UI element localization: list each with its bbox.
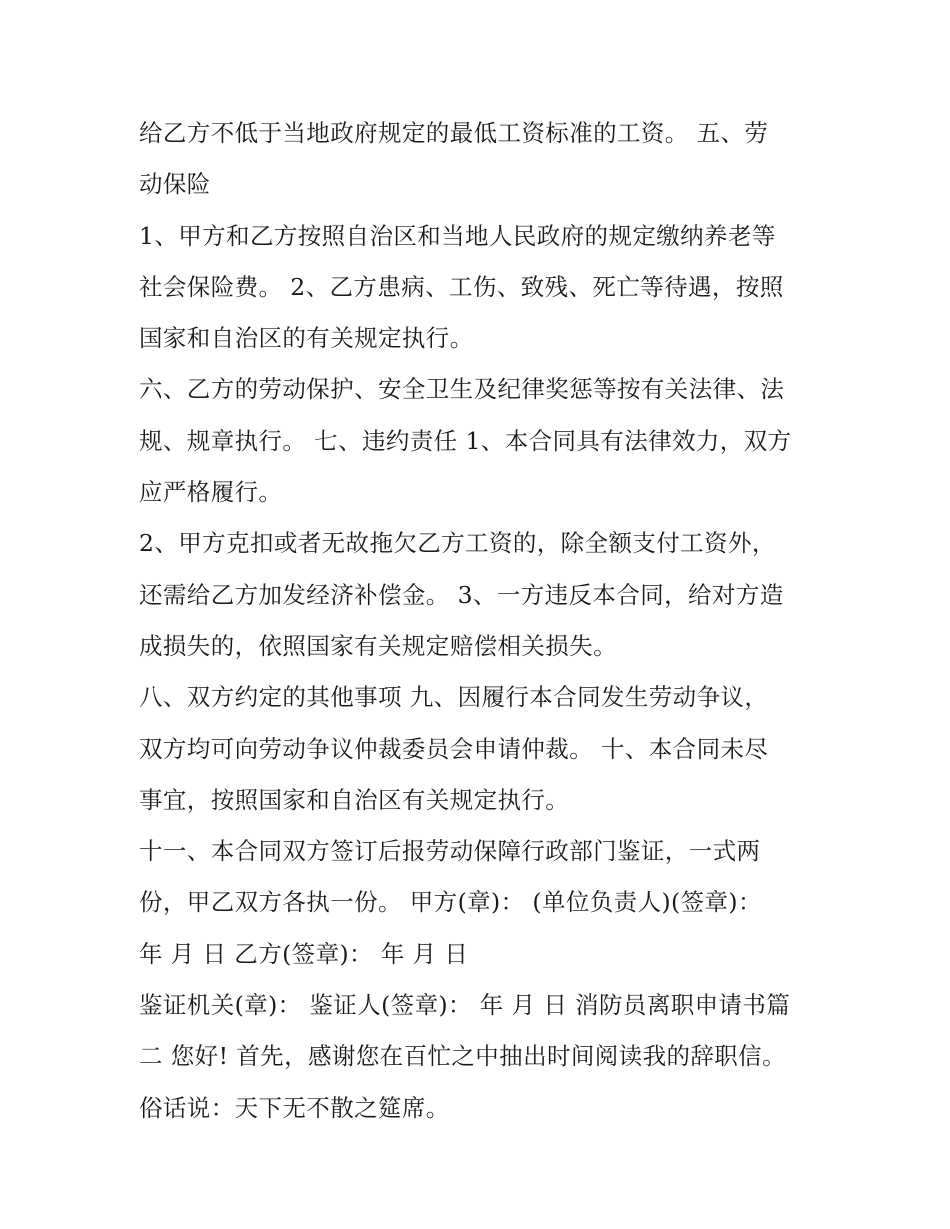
text-line: 年 月 日 乙方(签章)： 年 月 日 (139, 939, 469, 968)
text-line: 二 您好! 首先，感谢您在百忙之中抽出时间阅读我的辞职信。 (139, 1042, 786, 1071)
text-line: 十一、本合同双方签订后报劳动保障行政部门鉴证，一式两 (139, 837, 761, 866)
text-line: 成损失的，依照国家有关规定赔偿相关损失。 (139, 631, 617, 660)
text-line: 给乙方不低于当地政府规定的最低工资标准的工资。 五、劳 (139, 119, 769, 147)
text-line: 八、双方约定的其他事项 九、因履行本合同发生劳动争议， (139, 683, 769, 712)
text-line: 应严格履行。 (139, 478, 283, 507)
text-line: 规、规章执行。 七、违约责任 1、本合同具有法律效力，双方 (139, 426, 792, 455)
text-line: 国家和自治区的有关规定执行。 (139, 324, 474, 353)
text-line: 2、甲方克扣或者无故拖欠乙方工资的，除全额支付工资外， (139, 529, 776, 558)
document-body (139, 108, 819, 1134)
text-line: 动保险 (139, 170, 211, 199)
text-line: 鉴证机关(章)： 鉴证人(签章)： 年 月 日 消防员离职申请书篇 (139, 991, 791, 1020)
text-line: 六、乙方的劳动保护、安全卫生及纪律奖惩等按有关法律、法 (139, 375, 785, 404)
text-line: 事宜，按照国家和自治区有关规定执行。 (139, 785, 570, 814)
text-line: 还需给乙方加发经济补偿金。 3、一方违反本合同，给对方造 (139, 580, 784, 609)
text-line: 俗话说：天下无不散之筵席。 (139, 1093, 450, 1122)
text-line: 1、甲方和乙方按照自治区和当地人民政府的规定缴纳养老等 (139, 221, 776, 250)
text-line: 双方均可向劳动争议仲裁委员会申请仲裁。 十、本合同未尽 (139, 734, 769, 763)
text-line: 份，甲乙双方各执一份。 甲方(章)： (单位负责人)(签章)： (139, 888, 762, 917)
text-line: 社会保险费。 2、乙方患病、工伤、致残、死亡等待遇，按照 (139, 272, 784, 301)
